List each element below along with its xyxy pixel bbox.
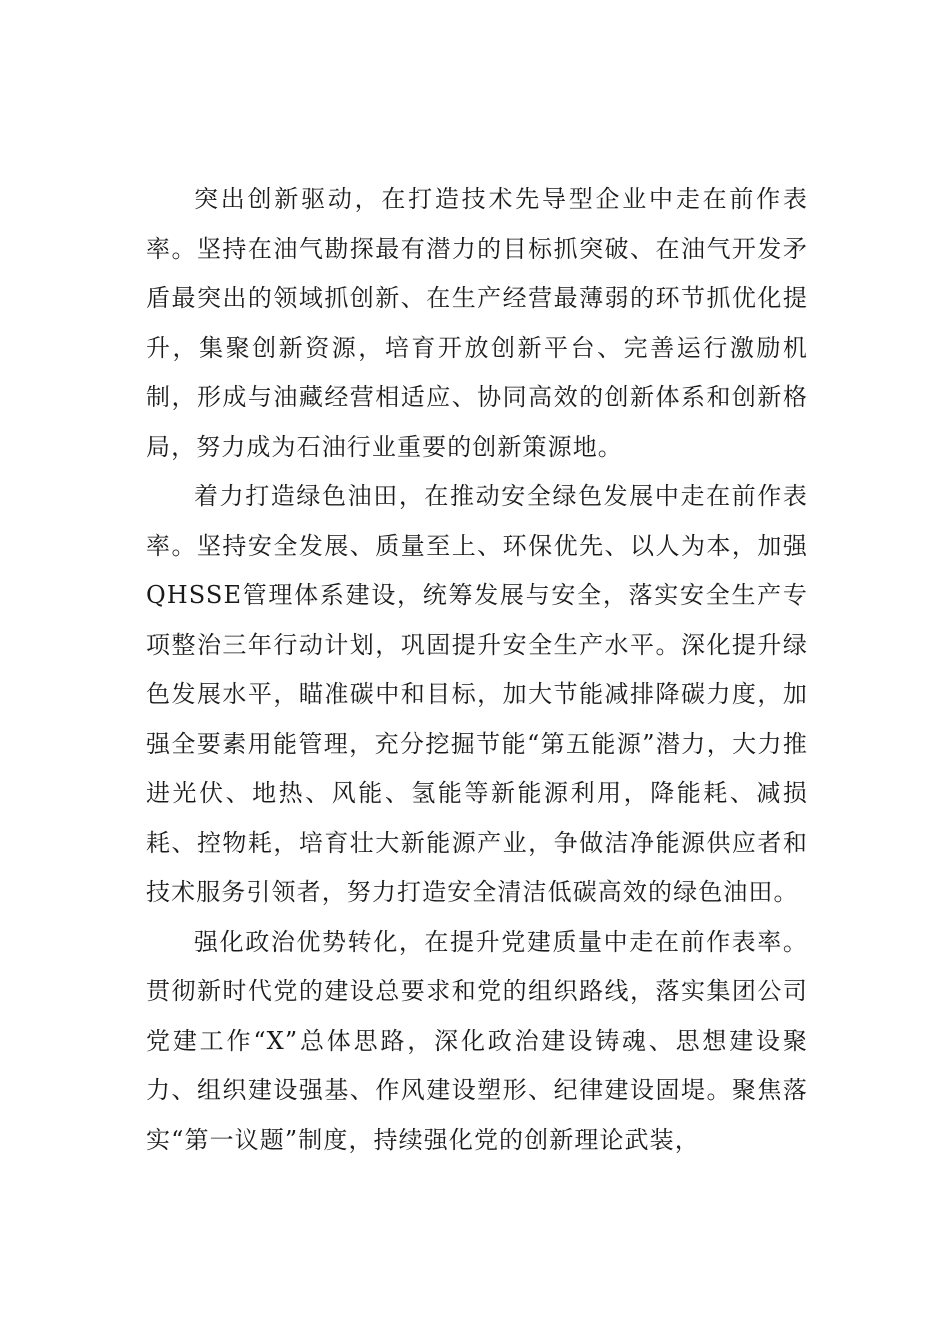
paragraph-party-building: 强化政治优势转化，在提升党建质量中走在前作表率。贯彻新时代党的建设总要求和党的组织路线，落实集团公司党建工作“X”总体思路，深化政治建设铸魂、思想建设聚力、组织建设强基、作风建设塑形、纪律建设固堤。聚焦落实“第一议题”制度，持续强化党的创新理论武装， <box>146 927 808 1154</box>
paragraph-green-oilfield: 着力打造绿色油田，在推动安全绿色发展中走在前作表率。坚持安全发展、质量至上、环保优先、以人为本，加强QHSSE管理体系建设，统筹发展与安全，落实安全生产专项整治三年行动计划，巩固提升安全生产水平。深化提升绿色发展水平，瞄准碳中和目标，加大节能减排降碳力度，加强全要素用能管理，充分挖掘节能“第五能源”潜力，大力推进光伏、地热、风能、氢能等新能源利用，降能耗、减损耗、控物耗，培育壮大新能源产业，争做洁净能源供应者和技术服务引领者，努力打造安全清洁低碳高效的绿色油田。 <box>146 482 808 906</box>
document-body <box>146 175 808 1165</box>
paragraph-innovation: 突出创新驱动，在打造技术先导型企业中走在前作表率。坚持在油气勘探最有潜力的目标抓突破、在油气开发矛盾最突出的领域抓创新、在生产经营最薄弱的环节抓优化提升，集聚创新资源，培育开放创新平台、完善运行激励机制，形成与油藏经营相适应、协同高效的创新体系和创新格局，努力成为石油行业重要的创新策源地。 <box>146 185 808 461</box>
